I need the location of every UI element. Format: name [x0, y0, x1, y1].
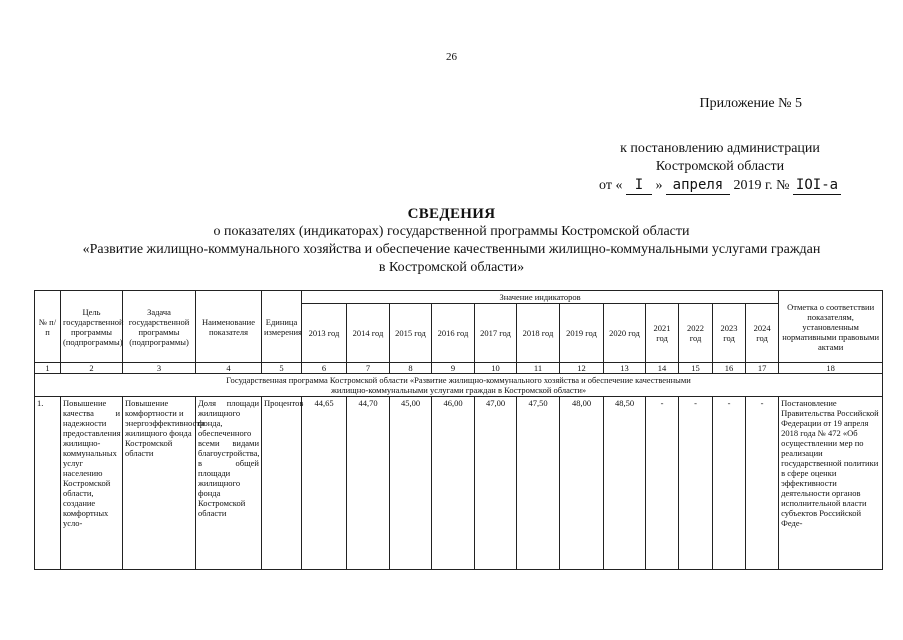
header-values-group: Значение индикаторов	[302, 291, 779, 304]
column-number: 1	[35, 363, 61, 374]
row-value: 46,00	[432, 397, 475, 570]
row-goal: Повышение качества и надежности предоставления жилищно-коммунальных услуг населению Костромской области, создание комфортных усло-	[61, 397, 123, 570]
header-year: 2024 год	[746, 304, 779, 363]
header-year: 2019 год	[560, 304, 604, 363]
row-value: 44,70	[347, 397, 390, 570]
column-number: 16	[713, 363, 746, 374]
page-number: 26	[446, 51, 457, 63]
row-unit: Процентов	[262, 397, 302, 570]
row-value: 48,00	[560, 397, 604, 570]
row-value: 45,00	[390, 397, 432, 570]
date-year: 2019 г. №	[733, 178, 790, 193]
resolution-date-line	[599, 176, 841, 195]
column-number: 7	[347, 363, 390, 374]
column-number: 13	[604, 363, 646, 374]
row-value: 47,00	[475, 397, 517, 570]
program-row	[35, 374, 883, 397]
resolution-block	[560, 140, 880, 195]
resolution-number: IOI-а	[793, 176, 841, 195]
title-line-3: «Развитие жилищно-коммунального хозяйства и обеспечение качественными жилищно-коммунальными услугами граждан	[82, 242, 821, 257]
column-number: 5	[262, 363, 302, 374]
date-month: апреля	[666, 176, 730, 195]
column-number: 11	[517, 363, 560, 374]
indicators-table	[34, 290, 883, 570]
header-year: 2015 год	[390, 304, 432, 363]
row-num: 1.	[35, 397, 61, 570]
column-number: 8	[390, 363, 432, 374]
date-day: I	[626, 176, 652, 195]
title-main: СВЕДЕНИЯ	[407, 206, 496, 222]
document-title	[0, 205, 903, 277]
row-task: Повышение комфортности и энергоэффективности жилищного фонда Костромской области	[123, 397, 196, 570]
header-year: 2020 год	[604, 304, 646, 363]
appendix-label: Приложение № 5	[699, 96, 802, 111]
row-indicator: Доля площади жилищного фонда, обеспеченного всеми видами благоустройства, в общей площади жилищного фонда Костромской области	[196, 397, 262, 570]
header-goal: Цель государственной программы (подпрограммы)	[61, 291, 123, 363]
row-note: Постановление Правительства Российской Федерации от 19 апреля 2018 года № 472 «Об осуществлении мер по реализации государственной политики в сфере оценки эффективности деятельности органов исполнительной власти субъектов Российской Феде-	[779, 397, 883, 570]
header-year: 2014 год	[347, 304, 390, 363]
table-row	[35, 397, 883, 570]
row-value: 48,50	[604, 397, 646, 570]
header-num: № п/п	[35, 291, 61, 363]
column-number: 12	[560, 363, 604, 374]
row-value: -	[713, 397, 746, 570]
column-number: 9	[432, 363, 475, 374]
row-value: -	[646, 397, 679, 570]
header-year: 2016 год	[432, 304, 475, 363]
header-task: Задача государственной программы (подпрограммы)	[123, 291, 196, 363]
header-year: 2021 год	[646, 304, 679, 363]
column-number: 14	[646, 363, 679, 374]
row-value: 47,50	[517, 397, 560, 570]
column-number: 2	[61, 363, 123, 374]
column-numbers-row	[35, 363, 883, 374]
title-line-4: в Костромской области»	[378, 260, 525, 275]
header-year: 2023 год	[713, 304, 746, 363]
header-indicator: Наименование показателя	[196, 291, 262, 363]
row-value: -	[746, 397, 779, 570]
column-number: 6	[302, 363, 347, 374]
date-mid: »	[655, 178, 663, 193]
resolution-line-2: Костромской области	[655, 159, 785, 174]
title-line-2: о показателях (индикаторах) государственной программы Костромской области	[213, 224, 690, 239]
column-number: 4	[196, 363, 262, 374]
header-year: 2013 год	[302, 304, 347, 363]
header-year: 2022 год	[679, 304, 713, 363]
column-number: 15	[679, 363, 713, 374]
column-number: 18	[779, 363, 883, 374]
column-number: 17	[746, 363, 779, 374]
column-number: 3	[123, 363, 196, 374]
header-year: 2017 год	[475, 304, 517, 363]
header-unit: Единица измерения	[262, 291, 302, 363]
date-prefix: от «	[599, 178, 623, 193]
header-note: Отметка о соответствии показателям, установленным нормативными правовыми актами	[779, 291, 883, 363]
row-value: -	[679, 397, 713, 570]
program-title: Государственная программа Костромской области «Развитие жилищно-коммунального хозяйства и обеспечение качественными жилищно-коммунальными услугами граждан в Костромской области»	[35, 374, 883, 397]
header-year: 2018 год	[517, 304, 560, 363]
column-number: 10	[475, 363, 517, 374]
row-value: 44,65	[302, 397, 347, 570]
resolution-line-1: к постановлению администрации	[620, 141, 820, 156]
